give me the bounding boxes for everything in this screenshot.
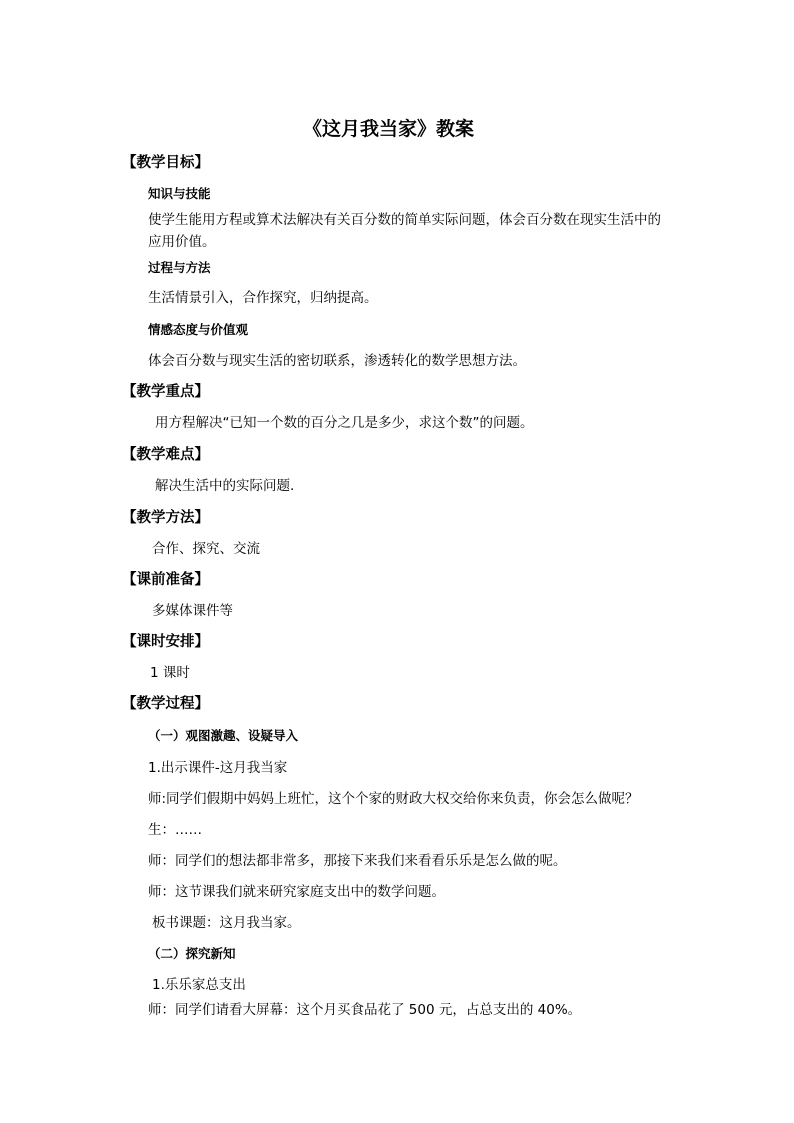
key-points-text: 用方程解决“已知一个数的百分之几是多少，求这个数”的问题。 — [155, 415, 534, 431]
subheading-emotion: 情感态度与价值观 — [148, 322, 249, 337]
process-part2-line: 1.乐乐家总支出 — [152, 977, 246, 993]
methods-text: 合作、探究、交流 — [152, 541, 260, 557]
section-heading-difficulties: 【教学难点】 — [122, 447, 209, 463]
subheading-knowledge: 知识与技能 — [148, 186, 211, 201]
section-heading-methods: 【教学方法】 — [122, 510, 209, 526]
process-line: 生：…… — [148, 822, 202, 838]
subheading-process: 过程与方法 — [148, 260, 211, 275]
emotion-text: 体会百分数与现实生活的密切联系，渗透转化的数学思想方法。 — [148, 353, 526, 369]
process-part1-title: （一）观图激趣、设疑导入 — [148, 728, 299, 743]
process-line: 师:同学们假期中妈妈上班忙，这个个家的财政大权交给你来负责，你会怎么做呢？ — [148, 791, 639, 807]
section-heading-process: 【教学过程】 — [122, 696, 209, 712]
process-text: 生活情景引入，合作探究，归纳提高。 — [148, 290, 378, 306]
process-line: 师：这节课我们就来研究家庭支出中的数学问题。 — [148, 884, 445, 900]
page-title: 《这月我当家》教案 — [303, 118, 475, 140]
knowledge-text-line-2: 应用价值。 — [148, 234, 216, 250]
process-part2-line: 师：同学们请看大屏幕：这个月买食品花了 500 元，占总支出的 40%。 — [148, 1002, 582, 1018]
process-part2-title: （二）探究新知 — [148, 946, 236, 961]
section-heading-preparation: 【课前准备】 — [122, 572, 209, 588]
process-line: 板书课题：这月我当家。 — [152, 915, 301, 931]
schedule-text: 1 课时 — [150, 665, 190, 681]
section-heading-goals: 【教学目标】 — [122, 155, 209, 171]
knowledge-text-line-1: 使学生能用方程或算术法解决有关百分数的简单实际问题，体会百分数在现实生活中的 — [148, 212, 661, 228]
preparation-text: 多媒体课件等 — [152, 603, 233, 619]
difficulties-text: 解决生活中的实际问题. — [155, 478, 295, 494]
process-line: 1.出示课件-这月我当家 — [148, 760, 288, 776]
section-heading-key-points: 【教学重点】 — [122, 384, 209, 400]
process-line: 师：同学们的想法都非常多，那接下来我们来看看乐乐是怎么做的呢。 — [148, 853, 567, 869]
section-heading-schedule: 【课时安排】 — [122, 634, 209, 650]
